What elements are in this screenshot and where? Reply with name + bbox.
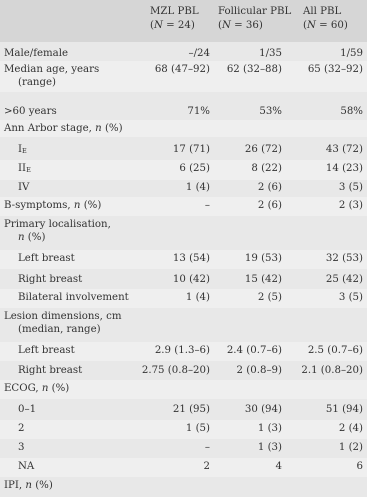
cell-c2: 15 (42) — [244, 274, 282, 285]
cell-c3: 51 (94) — [325, 404, 363, 415]
cell-c1: 1 (4) — [185, 292, 210, 303]
row-label — [18, 143, 27, 158]
table-row — [0, 308, 367, 340]
cell-c2: 2 (6) — [257, 182, 282, 193]
header-col-mzl — [150, 5, 199, 32]
table-row — [0, 401, 367, 420]
cell-c1: – — [204, 442, 210, 453]
table-row — [0, 250, 367, 269]
row-label-text: Bilateral involvement — [18, 292, 129, 303]
cell-c3: 3 (5) — [338, 182, 363, 193]
row-label — [4, 218, 111, 244]
row-label — [18, 422, 24, 435]
row-label — [4, 63, 99, 89]
table-row — [0, 216, 367, 248]
cell-c2: 26 (72) — [244, 144, 282, 155]
table-header — [0, 0, 367, 42]
table-row — [0, 342, 367, 361]
row-label-subscript: E — [22, 147, 27, 155]
row-label-text: 3 — [18, 442, 25, 453]
row-label-text: NA — [18, 461, 35, 472]
header-col-mzl-n: (N = 24) — [150, 19, 195, 31]
cell-c2: 1 (3) — [257, 423, 282, 434]
row-label-text: B-symptoms, n (%) — [4, 200, 102, 211]
cell-c1: –/24 — [188, 48, 210, 59]
cell-c1: 1 (4) — [185, 182, 210, 193]
header-col-mzl-title: MZL PBL — [150, 6, 199, 17]
row-label-text: 2 — [18, 423, 25, 434]
cell-c1: – — [204, 200, 210, 211]
row-label-text: Right breast — [18, 274, 83, 285]
cell-c2: 1/35 — [259, 48, 282, 59]
header-col-all — [303, 5, 348, 32]
row-label — [18, 460, 34, 473]
row-label — [18, 403, 36, 416]
table-row — [0, 420, 367, 439]
row-label — [4, 47, 68, 60]
row-label — [4, 122, 123, 135]
table-row — [0, 160, 367, 180]
row-label — [4, 310, 122, 336]
row-label-text: II — [18, 163, 27, 174]
row-label-continuation: (median, range) — [18, 324, 101, 335]
cell-c1: 2 — [203, 461, 210, 472]
header-col-follicular — [218, 5, 291, 32]
row-label — [18, 291, 129, 304]
table-row — [0, 362, 367, 381]
row-label-text: Left breast — [18, 253, 75, 264]
row-label-text: Lesion dimensions, cm — [4, 311, 122, 322]
row-label — [4, 382, 69, 395]
row-label — [18, 344, 75, 357]
row-label — [18, 273, 82, 286]
cell-c3: 25 (42) — [325, 274, 363, 285]
row-label-text: I — [18, 144, 23, 155]
cell-c2: 2 (0.8–9) — [236, 365, 282, 376]
row-label — [18, 252, 75, 265]
cell-c3: 43 (72) — [325, 144, 363, 155]
table-row — [0, 103, 367, 120]
row-label-text: >60 years — [4, 106, 57, 117]
cell-c2: 2 (5) — [257, 292, 282, 303]
cell-c3: 2.5 (0.7–6) — [307, 345, 363, 356]
cell-c3: 2.1 (0.8–20) — [301, 365, 363, 376]
cell-c2: 2 (6) — [257, 200, 282, 211]
cell-c2: 53% — [259, 106, 282, 117]
row-label-text: ECOG, n (%) — [4, 383, 70, 394]
cell-c1: 71% — [187, 106, 210, 117]
row-label-text: Left breast — [18, 345, 75, 356]
cell-c1: 13 (54) — [172, 253, 210, 264]
cell-c2: 4 — [275, 461, 282, 472]
table-row — [0, 179, 367, 198]
table-row — [0, 380, 367, 399]
table-row — [0, 45, 367, 62]
row-label-continuation: (range) — [18, 77, 57, 88]
cell-c3: 6 — [356, 461, 363, 472]
table-row — [0, 61, 367, 92]
table-row — [0, 197, 367, 216]
header-col-all-title: All PBL — [303, 6, 342, 17]
table-row — [0, 141, 367, 161]
row-label — [4, 479, 53, 492]
cell-c2: 19 (53) — [244, 253, 282, 264]
cell-c3: 3 (5) — [338, 292, 363, 303]
cell-c1: 1 (5) — [185, 423, 210, 434]
cell-c1: 17 (71) — [172, 144, 210, 155]
row-label-text: Ann Arbor stage, n (%) — [4, 123, 123, 134]
header-col-all-n: (N = 60) — [303, 19, 348, 31]
cell-c3: 14 (23) — [325, 163, 363, 174]
row-label — [18, 162, 31, 177]
cell-c3: 1 (2) — [338, 442, 363, 453]
row-label-text: 0–1 — [18, 404, 37, 415]
row-label-text: Median age, years — [4, 64, 100, 75]
row-label-text: Right breast — [18, 365, 83, 376]
cell-c3: 65 (32–92) — [307, 64, 363, 75]
row-label — [18, 441, 24, 454]
cell-c3: 2 (4) — [338, 423, 363, 434]
cell-c2: 62 (32–88) — [226, 64, 282, 75]
cell-c2: 30 (94) — [244, 404, 282, 415]
row-label — [18, 364, 82, 377]
row-label-text: IPI, n (%) — [4, 480, 53, 491]
table-row — [0, 439, 367, 458]
cell-c1: 68 (47–92) — [154, 64, 210, 75]
row-label — [4, 199, 101, 212]
header-col-follicular-n: (N = 36) — [218, 19, 263, 31]
cell-c1: 6 (25) — [179, 163, 210, 174]
table-row — [0, 271, 367, 290]
table-row — [0, 289, 367, 308]
cell-c3: 1/59 — [340, 48, 363, 59]
cell-c2: 2.4 (0.7–6) — [226, 345, 282, 356]
table-row — [0, 458, 367, 477]
row-label-text: Primary localisation, — [4, 219, 111, 230]
row-label — [18, 181, 29, 194]
cell-c3: 2 (3) — [338, 200, 363, 211]
header-col-follicular-title: Follicular PBL — [218, 6, 292, 17]
cell-c2: 8 (22) — [251, 163, 282, 174]
cell-c1: 2.75 (0.8–20) — [141, 365, 210, 376]
table-row — [0, 477, 367, 496]
row-label-text: IV — [18, 182, 30, 193]
cell-c1: 2.9 (1.3–6) — [154, 345, 210, 356]
row-label-text: Male/female — [4, 48, 69, 59]
table-row — [0, 120, 367, 137]
cell-c1: 21 (95) — [172, 404, 210, 415]
cell-c3: 58% — [340, 106, 363, 117]
row-label-continuation: n (%) — [18, 232, 46, 243]
cell-c1: 10 (42) — [172, 274, 210, 285]
cell-c3: 32 (53) — [325, 253, 363, 264]
row-label — [4, 105, 57, 118]
cell-c2: 1 (3) — [257, 442, 282, 453]
row-label-subscript: E — [26, 166, 31, 174]
